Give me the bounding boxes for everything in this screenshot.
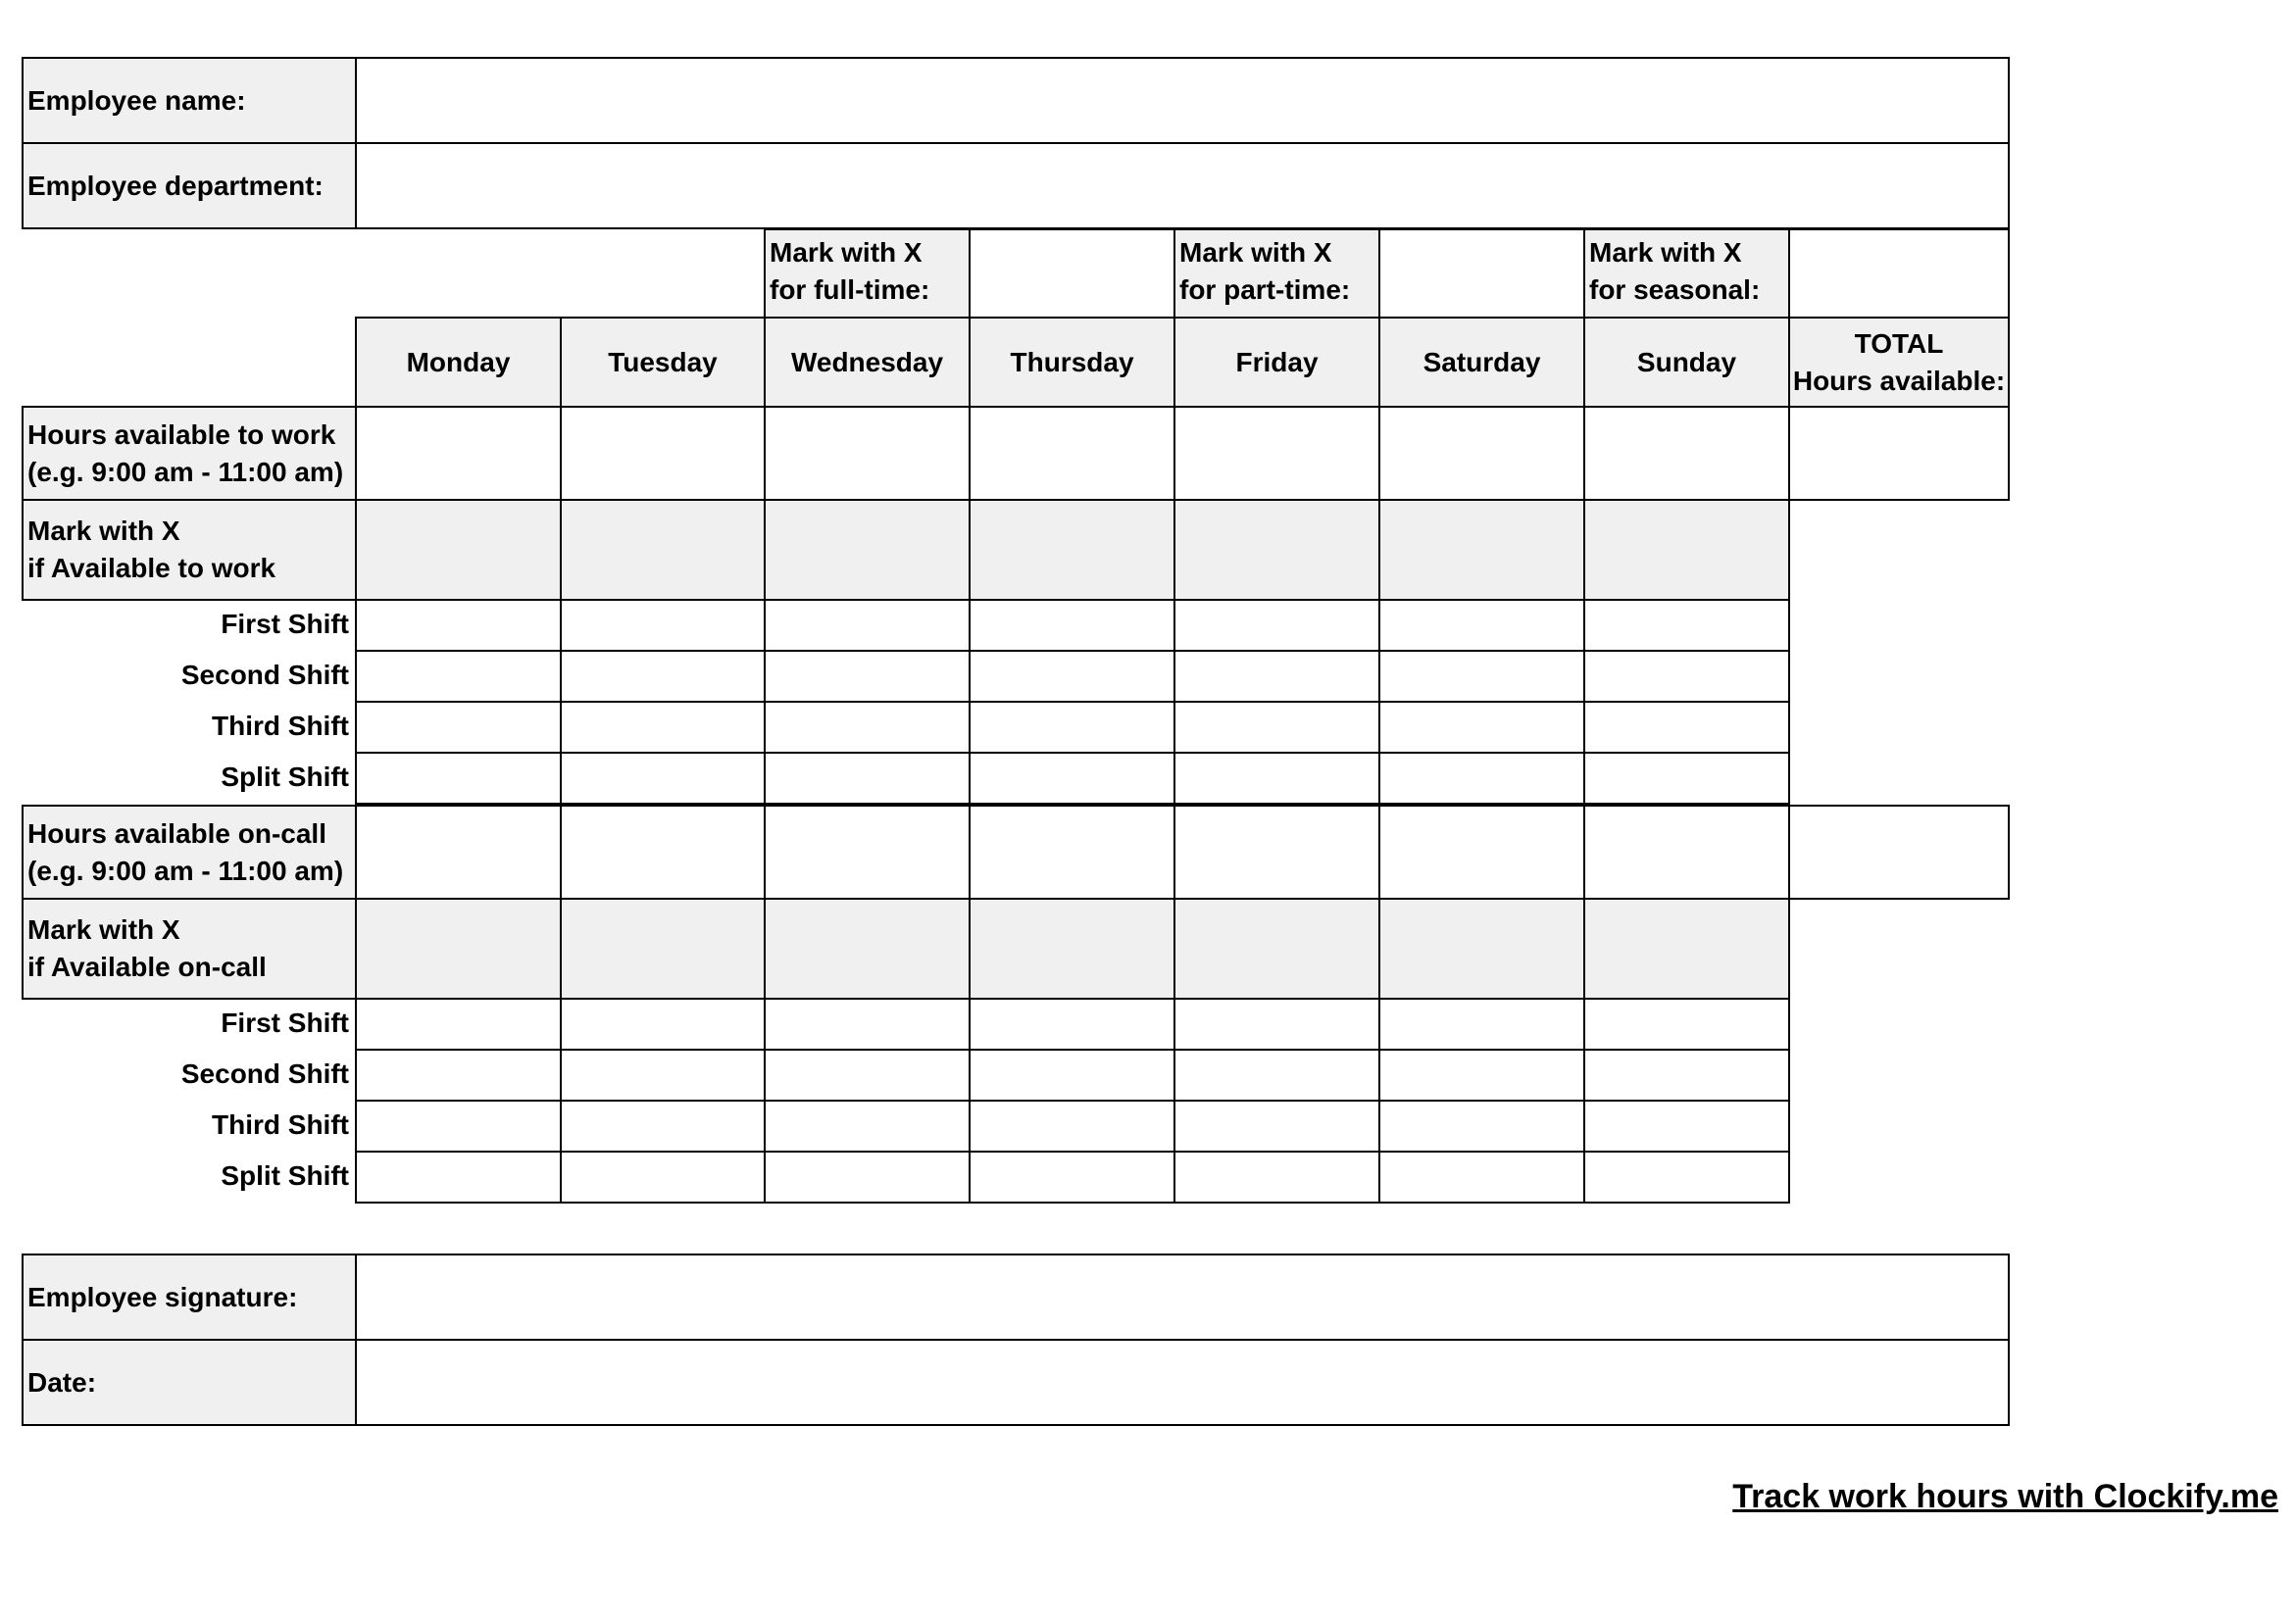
seasonal-checkbox[interactable] (1788, 228, 2010, 319)
work-first-shift-sunday[interactable] (1583, 599, 1790, 652)
oncall-split-shift-thursday[interactable] (969, 1151, 1175, 1204)
day-header-saturday: Saturday (1378, 317, 1585, 408)
oncall-mark-thursday[interactable] (969, 898, 1175, 1000)
oncall-split-shift-tuesday[interactable] (560, 1151, 766, 1204)
oncall-split-shift-saturday[interactable] (1378, 1151, 1585, 1204)
work-split-shift-thursday[interactable] (969, 752, 1175, 805)
oncall-third-shift-wednesday[interactable] (764, 1100, 971, 1153)
oncall-first-shift-saturday[interactable] (1378, 998, 1585, 1051)
work-split-shift-friday[interactable] (1173, 752, 1380, 805)
oncall-mark-monday[interactable] (355, 898, 562, 1000)
oncall-second-shift-saturday[interactable] (1378, 1049, 1585, 1102)
oncall-hours-tuesday[interactable] (560, 805, 766, 900)
oncall-third-shift-sunday[interactable] (1583, 1100, 1790, 1153)
work-mark-saturday[interactable] (1378, 499, 1585, 601)
work-mark-wednesday[interactable] (764, 499, 971, 601)
work-mark-sunday[interactable] (1583, 499, 1790, 601)
oncall-first-shift-thursday[interactable] (969, 998, 1175, 1051)
work-hours-monday[interactable] (355, 406, 562, 501)
oncall-second-shift-thursday[interactable] (969, 1049, 1175, 1102)
oncall-hours-monday[interactable] (355, 805, 562, 900)
work-split-shift-wednesday[interactable] (764, 752, 971, 805)
day-header-wednesday: Wednesday (764, 317, 971, 408)
oncall-first-shift-friday[interactable] (1173, 998, 1380, 1051)
oncall-hours-wednesday[interactable] (764, 805, 971, 900)
oncall-third-shift-monday[interactable] (355, 1100, 562, 1153)
oncall-mark-saturday[interactable] (1378, 898, 1585, 1000)
oncall-split-shift-friday[interactable] (1173, 1151, 1380, 1204)
oncall-hours-friday[interactable] (1173, 805, 1380, 900)
employee-name-label: Employee name: (22, 57, 357, 144)
work-hours-tuesday[interactable] (560, 406, 766, 501)
work-second-shift-label: Second Shift (180, 660, 349, 690)
oncall-split-shift-label: Split Shift (221, 1160, 349, 1191)
work-first-shift-tuesday[interactable] (560, 599, 766, 652)
work-first-shift-monday[interactable] (355, 599, 562, 652)
oncall-split-shift-monday[interactable] (355, 1151, 562, 1204)
full-time-label: Mark with X for full-time: (764, 228, 971, 319)
oncall-third-shift-tuesday[interactable] (560, 1100, 766, 1153)
work-first-shift-label: First Shift (221, 609, 349, 639)
work-split-shift-tuesday[interactable] (560, 752, 766, 805)
oncall-second-shift-tuesday[interactable] (560, 1049, 766, 1102)
work-second-shift-saturday[interactable] (1378, 650, 1585, 703)
oncall-hours-sunday[interactable] (1583, 805, 1790, 900)
oncall-mark-friday[interactable] (1173, 898, 1380, 1000)
work-third-shift-thursday[interactable] (969, 701, 1175, 754)
oncall-second-shift-monday[interactable] (355, 1049, 562, 1102)
total-hours-header: TOTAL Hours available: (1788, 317, 2010, 408)
work-third-shift-sunday[interactable] (1583, 701, 1790, 754)
work-split-shift-label: Split Shift (221, 762, 349, 792)
oncall-second-shift-label: Second Shift (180, 1058, 349, 1089)
work-third-shift-wednesday[interactable] (764, 701, 971, 754)
work-third-shift-tuesday[interactable] (560, 701, 766, 754)
work-second-shift-sunday[interactable] (1583, 650, 1790, 703)
oncall-hours-saturday[interactable] (1378, 805, 1585, 900)
employee-signature-label: Employee signature: (22, 1254, 357, 1341)
oncall-mark-sunday[interactable] (1583, 898, 1790, 1000)
oncall-second-shift-sunday[interactable] (1583, 1049, 1790, 1102)
oncall-hours-thursday[interactable] (969, 805, 1175, 900)
day-header-tuesday: Tuesday (560, 317, 766, 408)
day-header-sunday: Sunday (1583, 317, 1790, 408)
oncall-mark-tuesday[interactable] (560, 898, 766, 1000)
work-first-shift-saturday[interactable] (1378, 599, 1585, 652)
employee-name-field[interactable] (355, 57, 2010, 144)
oncall-first-shift-sunday[interactable] (1583, 998, 1790, 1051)
work-second-shift-tuesday[interactable] (560, 650, 766, 703)
work-third-shift-friday[interactable] (1173, 701, 1380, 754)
work-mark-friday[interactable] (1173, 499, 1380, 601)
work-hours-sunday[interactable] (1583, 406, 1790, 501)
employee-department-field[interactable] (355, 142, 2010, 229)
oncall-first-shift-label: First Shift (221, 1008, 349, 1038)
employee-signature-field[interactable] (355, 1254, 2010, 1341)
oncall-third-shift-saturday[interactable] (1378, 1100, 1585, 1153)
oncall-mark-wednesday[interactable] (764, 898, 971, 1000)
work-mark-thursday[interactable] (969, 499, 1175, 601)
work-first-shift-friday[interactable] (1173, 599, 1380, 652)
work-hours-total[interactable] (1788, 406, 2010, 501)
oncall-first-shift-wednesday[interactable] (764, 998, 971, 1051)
work-second-shift-monday[interactable] (355, 650, 562, 703)
work-hours-wednesday[interactable] (764, 406, 971, 501)
oncall-third-shift-label: Third Shift (212, 1109, 349, 1140)
work-second-shift-wednesday[interactable] (764, 650, 971, 703)
work-split-shift-monday[interactable] (355, 752, 562, 805)
part-time-checkbox[interactable] (1378, 228, 1585, 319)
work-second-shift-friday[interactable] (1173, 650, 1380, 703)
work-hours-thursday[interactable] (969, 406, 1175, 501)
work-split-shift-sunday[interactable] (1583, 752, 1790, 805)
oncall-hours-total[interactable] (1788, 805, 2010, 900)
date-label: Date: (22, 1339, 357, 1426)
work-second-shift-thursday[interactable] (969, 650, 1175, 703)
clockify-link[interactable]: Track work hours with Clockify.me (1732, 1478, 2278, 1515)
work-mark-monday[interactable] (355, 499, 562, 601)
oncall-first-shift-tuesday[interactable] (560, 998, 766, 1051)
day-header-monday: Monday (355, 317, 562, 408)
oncall-split-shift-wednesday[interactable] (764, 1151, 971, 1204)
hours-available-work-label: Hours available to work (e.g. 9:00 am - 11:00 am) (22, 406, 357, 501)
mark-available-oncall-label: Mark with X if Available on-call (22, 898, 357, 1000)
work-third-shift-monday[interactable] (355, 701, 562, 754)
oncall-second-shift-wednesday[interactable] (764, 1049, 971, 1102)
oncall-third-shift-thursday[interactable] (969, 1100, 1175, 1153)
work-third-shift-saturday[interactable] (1378, 701, 1585, 754)
work-hours-friday[interactable] (1173, 406, 1380, 501)
oncall-split-shift-sunday[interactable] (1583, 1151, 1790, 1204)
oncall-first-shift-monday[interactable] (355, 998, 562, 1051)
day-header-thursday: Thursday (969, 317, 1175, 408)
work-hours-saturday[interactable] (1378, 406, 1585, 501)
employee-department-label: Employee department: (22, 142, 357, 229)
work-first-shift-wednesday[interactable] (764, 599, 971, 652)
seasonal-label: Mark with X for seasonal: (1583, 228, 1790, 319)
oncall-second-shift-friday[interactable] (1173, 1049, 1380, 1102)
mark-available-work-label: Mark with X if Available to work (22, 499, 357, 601)
work-first-shift-thursday[interactable] (969, 599, 1175, 652)
oncall-third-shift-friday[interactable] (1173, 1100, 1380, 1153)
work-mark-tuesday[interactable] (560, 499, 766, 601)
full-time-checkbox[interactable] (969, 228, 1175, 319)
work-split-shift-saturday[interactable] (1378, 752, 1585, 805)
work-third-shift-label: Third Shift (212, 711, 349, 741)
day-header-friday: Friday (1173, 317, 1380, 408)
date-field[interactable] (355, 1339, 2010, 1426)
hours-available-oncall-label: Hours available on-call (e.g. 9:00 am - 11:00 am) (22, 805, 357, 900)
part-time-label: Mark with X for part-time: (1173, 228, 1380, 319)
